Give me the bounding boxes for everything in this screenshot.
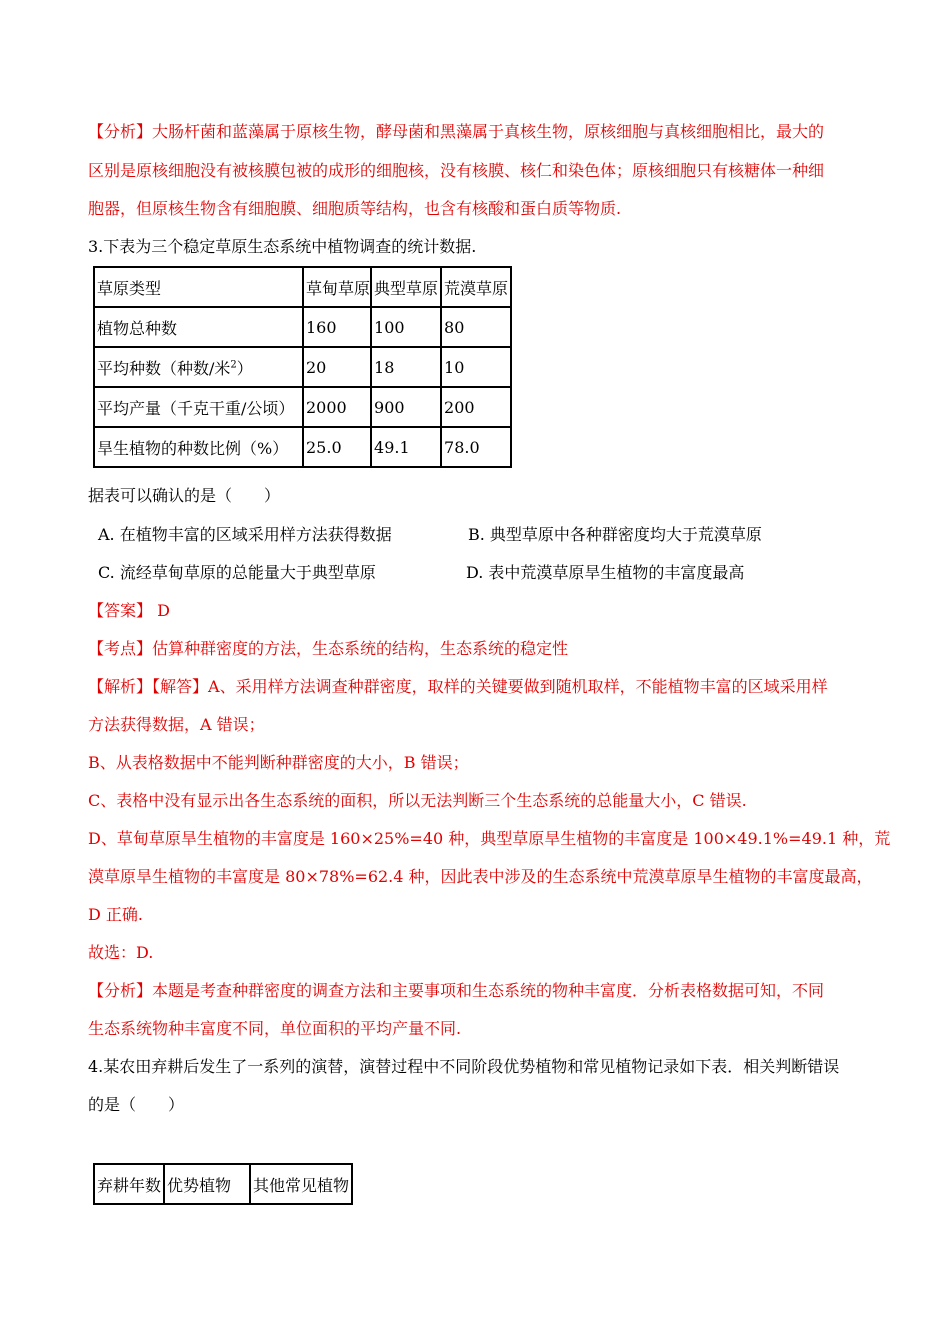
answer-tag: 【答案】	[88, 601, 153, 620]
table-cell: 平均种数（种数/米$^2$）	[94, 347, 303, 387]
analysis-line-1: 【分析】大肠杆菌和蓝藻属于原核生物，酵母菌和黑藻属于真核生物，原核细胞与真核细胞相比，最大的	[88, 122, 825, 141]
option-a: A. 在植物丰富的区域采用样方法获得数据	[98, 525, 392, 544]
table-cell: 其他常见植物	[250, 1164, 352, 1204]
jiexi-d-1: D、草甸草原旱生植物的丰富度是 160×25%=40 种，典型草原旱生植物的丰富度是 100×49.1%=49.1 种，荒	[88, 829, 891, 848]
q4-stem-line-2: 的是（ ）	[88, 1095, 185, 1114]
table-cell: 200	[441, 387, 511, 427]
table-cell: 49.1	[371, 427, 441, 467]
jiexi-line-1: 【解析】【解答】A、采用样方法调查种群密度，取样的关键要做到随机取样，不能植物丰富的区域采用样	[88, 677, 828, 696]
table-cell: 160	[303, 307, 371, 347]
table-cell: 植物总种数	[94, 307, 303, 347]
jiexi-b: B、从表格数据中不能判断种群密度的大小，B 错误；	[88, 753, 469, 772]
q3-analysis-line-2: 生态系统物种丰富度不同，单位面积的平均产量不同.	[88, 1019, 462, 1038]
q3-question: 据表可以确认的是（ ）	[88, 486, 281, 505]
table-row	[94, 347, 511, 387]
kaodian-tag: 【考点】	[88, 639, 153, 658]
table-cell: 900	[371, 387, 441, 427]
table-cell: 18	[371, 347, 441, 387]
jiexi-d-3: D 正确.	[88, 905, 144, 924]
table-cell: 典型草原	[371, 267, 441, 307]
q3-analysis-line-1: 【分析】本题是考查种群密度的调查方法和主要事项和生态系统的物种丰富度．分析表格数据可知，不同	[88, 981, 825, 1000]
table-cell: 荒漠草原	[441, 267, 511, 307]
table-row	[94, 1164, 352, 1204]
table-row	[94, 387, 511, 427]
table-cell: 10	[441, 347, 511, 387]
table-cell: 草甸草原	[303, 267, 371, 307]
option-c: C. 流经草甸草原的总能量大于典型草原	[98, 563, 376, 582]
guxuan-line: 故选：D.	[88, 943, 154, 962]
q4-data-table	[93, 1163, 353, 1205]
table-cell: 78.0	[441, 427, 511, 467]
table-row	[94, 307, 511, 347]
analysis-tag: 【分析】	[88, 981, 153, 1000]
table-cell: 20	[303, 347, 371, 387]
table-row	[94, 427, 511, 467]
q3-stem: 3.下表为三个稳定草原生态系统中植物调查的统计数据.	[88, 237, 477, 256]
table-cell: 2000	[303, 387, 371, 427]
kaodian-line: 【考点】估算种群密度的方法，生态系统的结构，生态系统的稳定性	[88, 639, 569, 658]
analysis-tag: 【分析】	[88, 122, 153, 141]
answer-line	[88, 601, 170, 621]
answer-value: D	[157, 601, 170, 620]
analysis-line-3: 胞器，但原核生物含有细胞膜、细胞质等结构，也含有核酸和蛋白质等物质.	[88, 199, 622, 218]
table-cell: 80	[441, 307, 511, 347]
table-cell: 100	[371, 307, 441, 347]
table-cell: 平均产量（千克干重/公顷）	[94, 387, 303, 427]
table-cell: 25.0	[303, 427, 371, 467]
q4-stem-line-1: 4.某农田弃耕后发生了一系列的演替，演替过程中不同阶段优势植物和常见植物记录如下表．相关判断错误	[88, 1057, 840, 1076]
option-b: B. 典型草原中各种群密度均大于荒漠草原	[468, 525, 762, 544]
q3-data-table	[93, 266, 512, 468]
table-cell: 优势植物	[164, 1164, 250, 1204]
jiexi-c: C、表格中没有显示出各生态系统的面积，所以无法判断三个生态系统的总能量大小，C 错误.	[88, 791, 747, 810]
jiexi-line-2: 方法获得数据，A 错误；	[88, 715, 265, 734]
jiexi-d-2: 漠草原旱生植物的丰富度是 80×78%=62.4 种，因此表中涉及的生态系统中荒漠草原旱生植物的丰富度最高，	[88, 867, 873, 886]
table-cell: 旱生植物的种数比例（%）	[94, 427, 303, 467]
analysis-line-2: 区别是原核细胞没有被核膜包被的成形的细胞核，没有核膜、核仁和染色体；原核细胞只有核糖体一种细	[88, 161, 825, 180]
jiexi-tag: 【解析】【解答】	[88, 677, 209, 696]
table-row	[94, 267, 511, 307]
option-d: D. 表中荒漠草原旱生植物的丰富度最高	[466, 563, 745, 582]
table-cell: 草原类型	[94, 267, 303, 307]
table-cell: 弃耕年数	[94, 1164, 164, 1204]
